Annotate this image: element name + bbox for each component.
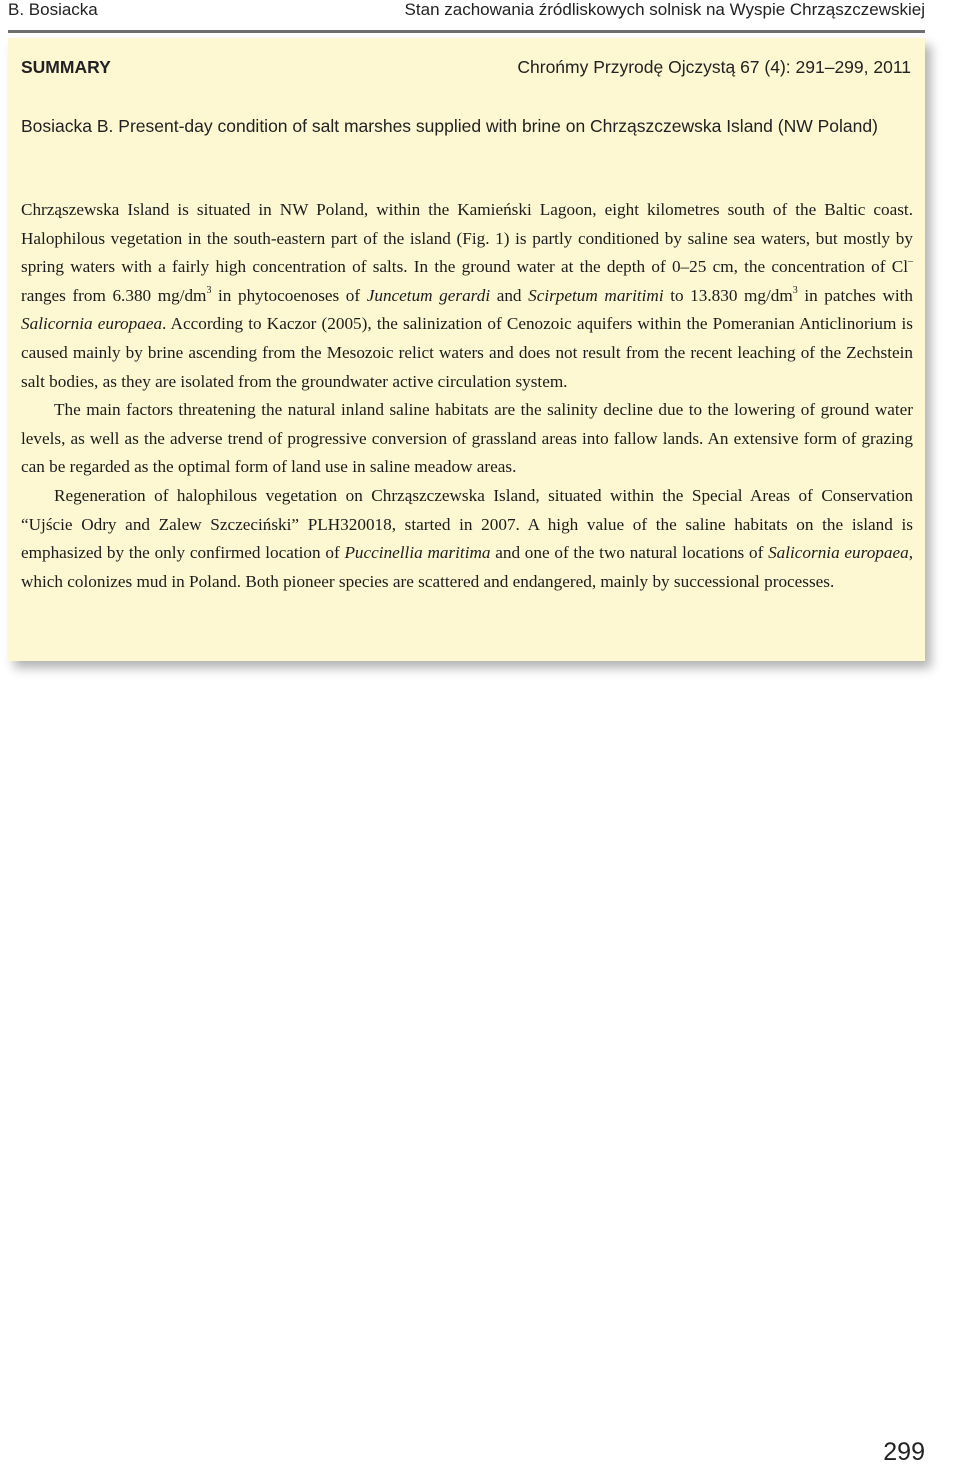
header-author: B. Bosiacka <box>8 0 98 19</box>
summary-paragraph-3: Regeneration of halophilous vegetation on Chrząszczewska Island, situated within the Special Areas of Conservation “Ujście Odry and Zalew Szczeciński” PLH320018, started in 2007. A high value of the saline habitats on the island is emphasized by the only confirmed location of Puccinellia maritima and one of the two natural locations of Salicornia europaea, which colonizes mud in Poland. Both pioneer species are scattered and endangered, mainly by successional processes. <box>21 485 913 591</box>
summary-box <box>8 38 925 661</box>
running-header <box>8 0 925 33</box>
header-title: Stan zachowania źródliskowych solnisk na Wyspie Chrząszczewskiej <box>404 0 925 19</box>
summary-paragraph-2: The main factors threatening the natural inland saline habitats are the salinity decline due to the lowering of ground water levels, as well as the adverse trend of progressive conversion of grassland areas into fallow lands. An extensive form of grazing can be regarded as the optimal form of land use in saline meadow areas. <box>21 400 913 477</box>
page-number: 299 <box>883 1438 925 1466</box>
article-title: Bosiacka B. Present-day condition of salt marshes supplied with brine on Chrząszczewska Island (NW Poland) <box>21 116 878 136</box>
summary-paragraph-1: Chrząszewska Island is situated in NW Poland, within the Kamieński Lagoon, eight kilometres south of the Baltic coast. Halophilous vegetation in the south-eastern part of the island (Fig. 1) is partly conditioned by saline sea waters, but mostly by spring waters with a fairly high concentration of salts. In the ground water at the depth of 0–25 cm, the concentration of Cl– ranges from 6.380 $mg/dm^3$ in phytocoenoses of Juncetum gerardi and Scirpetum maritimi to 13.830 $mg/dm^3$ in patches with Salicornia europaea. According to Kaczor (2005), the salinization of Cenozoic aquifers within the Pomeranian Anticlinorium is caused mainly by brine ascending from the Mesozoic relict waters and does not result from the recent leaching of the Zechstein salt bodies, as they are isolated from the groundwater active circulation system. <box>21 200 914 391</box>
journal-citation: Chrońmy Przyrodę Ojczystą 67 (4): 291–299, 2011 <box>517 57 911 77</box>
summary-body <box>21 196 913 596</box>
summary-label: SUMMARY <box>21 57 111 77</box>
